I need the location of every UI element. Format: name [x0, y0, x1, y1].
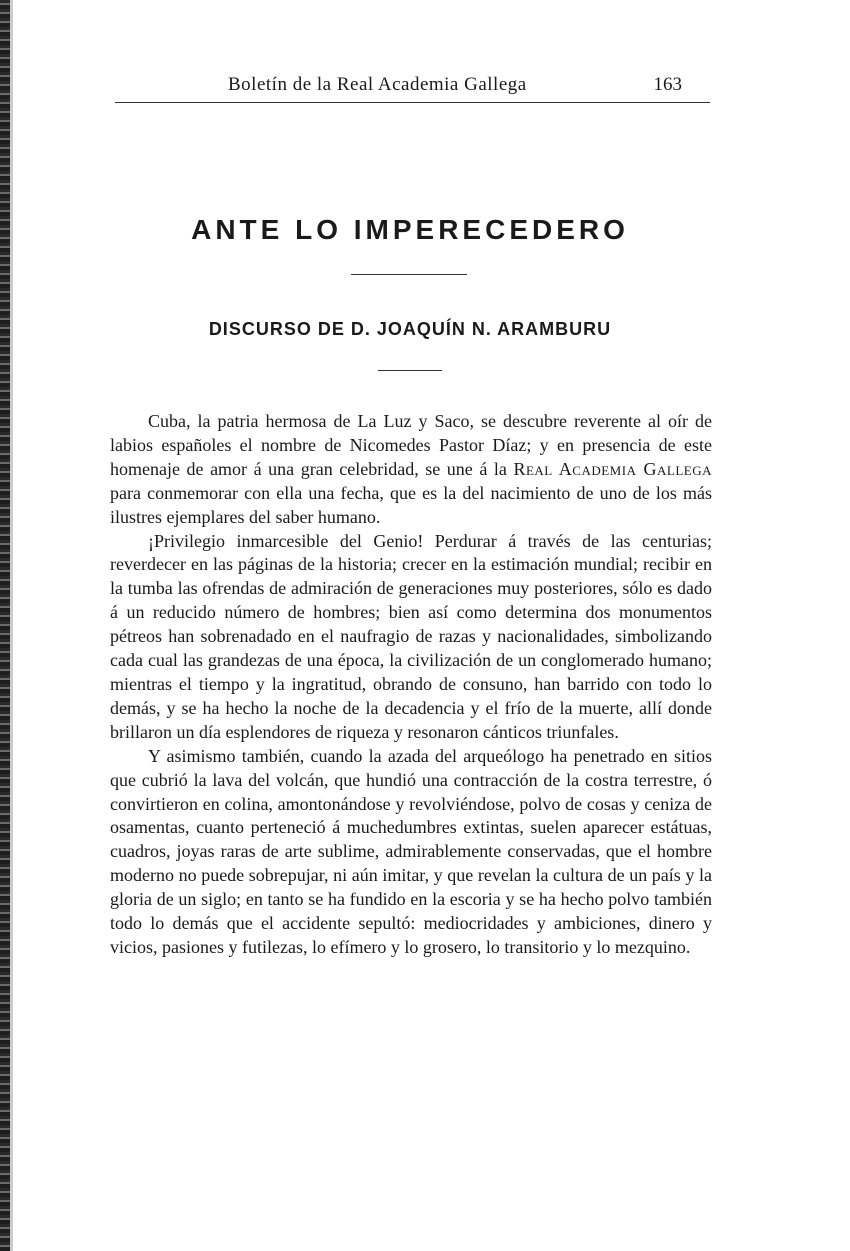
book-spine-edge — [0, 0, 10, 1251]
page-gutter-shadow — [10, 0, 13, 1251]
subtitle-divider — [378, 370, 442, 371]
title-divider — [351, 274, 467, 275]
page-number: 163 — [653, 74, 682, 95]
institution-name: Real Academia Gallega — [513, 458, 712, 479]
paragraph-1-text-start: Cuba, la patria hermosa de La Luz y Saco, se descubre reverente al oír de labios españoles el nombre de Nicomedes Pastor Díaz; y en presencia de este homenaje de amor á una gran celebridad, se une á la — [110, 411, 712, 479]
article-title: ANTE LO IMPERECEDERO — [191, 214, 629, 245]
paragraph-2: ¡Privilegio inmarcesible del Genio! Perdurar á través de las centurias; reverdecer en las páginas de la historia; crecer en la estimación mundial; recibir en la tumba las ofrendas de admiración de generaciones muy posteriores, sólo es dado á un reducido número de hombres; bien así como determina dos monumentos pétreos han sobrenadado en el naufragio de razas y nacionalidades, simbolizando cada cual las grandezas de una época, la civilización de un conglomerado humano; mientras el tiempo y la ingratitud, obrando de consuno, han barrido con todo lo demás, y se ha hecho la noche de la decadencia y el frío de la muerte, allí donde brillaron un día esplendores de riqueza y resonaron cánticos triunfales. — [110, 530, 712, 742]
paragraph-1-text-end: para conmemorar con ella una fecha, que es la del nacimiento de uno de los más ilustres ejemplares del saber humano. — [110, 482, 712, 527]
paragraph-1 — [110, 410, 712, 530]
article-subtitle: DISCURSO DE D. JOAQUÍN N. ARAMBURU — [208, 319, 612, 339]
paragraph-3: Y asimismo también, cuando la azada del arqueólogo ha penetrado en sitios que cubrió la lava del volcán, que hundió una contracción de la costra terrestre, ó convirtieron en colina, amontonándose y revolviéndose, polvo de cosas y ceniza de osamentas, cuanto perteneció á muchedumbres extintas, suelen aparecer estátuas, cuadros, joyas raras de arte sublime, admirablemente conservadas, que el hombre moderno no puede sobrepujar, ni aún imitar, y que revelan la cultura de un país y la gloria de un siglo; en tanto se ha fundido en la escoria y se ha hecho polvo también todo lo demás que el accidente sepultó: mediocridades y ambiciones, dinero y vicios, pasiones y futilezas, lo efímero y lo grosero, lo transitorio y lo mezquino. — [110, 745, 712, 957]
running-header — [115, 74, 710, 103]
running-title: Boletín de la Real Academia Gallega — [228, 74, 527, 95]
article-body — [110, 410, 712, 960]
